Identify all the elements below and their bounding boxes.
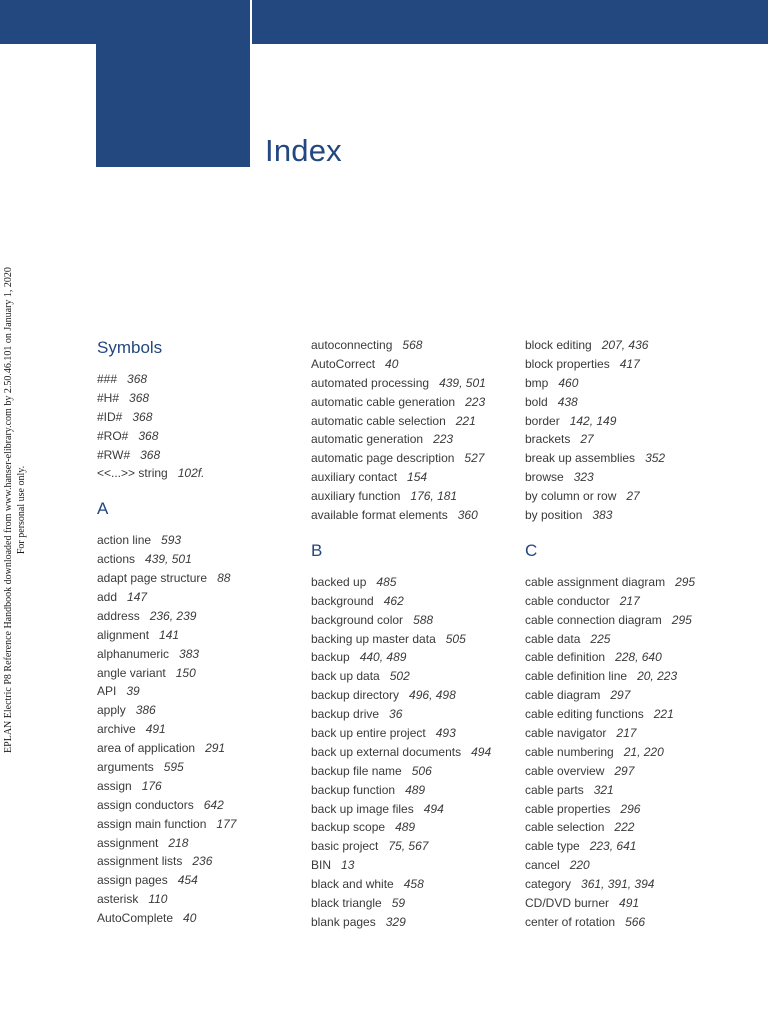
index-term: archive: [97, 722, 136, 737]
index-entry: [311, 336, 516, 355]
index-term: cable diagram: [525, 688, 601, 703]
page-reference: 329: [385, 914, 406, 929]
section-spacer: [97, 483, 302, 497]
index-term: cable definition line: [525, 669, 628, 684]
index-entry: [311, 573, 516, 592]
page-reference: 489: [405, 782, 426, 797]
index-column-3: [525, 336, 730, 932]
index-entry: [311, 724, 516, 743]
index-term: automatic cable generation: [311, 394, 456, 409]
index-entry: [525, 667, 730, 686]
index-term: cancel: [525, 858, 560, 873]
index-entry: [97, 569, 302, 588]
index-term: apply: [97, 703, 126, 718]
page-reference: 491: [145, 722, 166, 737]
index-term: border: [525, 413, 560, 428]
index-entry: [97, 664, 302, 683]
index-entry: [525, 630, 730, 649]
index-entry: [525, 743, 730, 762]
index-term: bold: [525, 394, 548, 409]
index-entry: [311, 506, 516, 525]
page-reference: 368: [129, 390, 150, 405]
index-term: automatic generation: [311, 432, 424, 447]
page-reference: 386: [135, 703, 156, 718]
index-entry: [525, 430, 730, 449]
index-entry: [97, 682, 302, 701]
index-term: background color: [311, 612, 404, 627]
index-entry: [311, 449, 516, 468]
page-reference: 494: [471, 744, 492, 759]
section-heading: C: [525, 540, 538, 560]
index-entry: [525, 449, 730, 468]
page-reference: 368: [140, 447, 161, 462]
index-section: [525, 525, 730, 932]
index-term: alphanumeric: [97, 646, 170, 661]
index-term: #RW#: [97, 447, 131, 462]
page-reference: 368: [132, 409, 153, 424]
index-entry: [311, 374, 516, 393]
page-reference: 291: [205, 741, 226, 756]
page-reference: 491: [619, 896, 640, 911]
index-term: cable type: [525, 839, 580, 854]
index-entry: [311, 686, 516, 705]
index-entry: [525, 412, 730, 431]
page-reference: 236, 239: [149, 608, 197, 623]
index-term: backup: [311, 650, 350, 665]
index-entry: [97, 531, 302, 550]
index-term: cable assignment diagram: [525, 574, 666, 589]
page-reference: 147: [127, 590, 148, 605]
page-reference: 458: [403, 877, 424, 892]
index-entry: [311, 800, 516, 819]
index-entry: [525, 355, 730, 374]
page-reference: 141: [159, 627, 180, 642]
page-reference: 39: [126, 684, 140, 699]
index-term: black triangle: [311, 896, 382, 911]
index-term: block properties: [525, 356, 610, 371]
index-term: assign conductors: [97, 797, 194, 812]
index-term: ###: [97, 372, 118, 386]
index-entry: [311, 393, 516, 412]
page-reference: 439, 501: [439, 375, 486, 390]
page-reference: 460: [558, 375, 579, 390]
section-heading: A: [97, 499, 109, 519]
page-reference: 221: [653, 707, 674, 722]
index-term: available format elements: [311, 508, 448, 523]
page-reference: 40: [385, 356, 399, 371]
index-entry: [525, 875, 730, 894]
index-term: CD/DVD burner: [525, 896, 610, 911]
page-reference: 176, 181: [410, 489, 458, 504]
page-reference: 102f.: [177, 466, 205, 481]
index-term: cable properties: [525, 801, 611, 816]
index-term: #ID#: [97, 409, 123, 424]
index-term: cable navigator: [525, 726, 607, 741]
index-entry: [525, 592, 730, 611]
index-term: auxiliary function: [311, 489, 401, 504]
index-term: API: [97, 684, 117, 699]
index-term: cable connection diagram: [525, 612, 662, 627]
index-entry: [525, 686, 730, 705]
index-entry: [97, 464, 302, 483]
page-reference: 110: [148, 892, 168, 907]
page-reference: 177: [216, 816, 237, 831]
index-entry: [97, 446, 302, 465]
page-reference: 368: [127, 372, 148, 386]
index-term: back up entire project: [311, 726, 426, 741]
index-entry: [311, 818, 516, 837]
index-term: browse: [525, 470, 564, 485]
page-reference: 150: [175, 665, 196, 680]
section-heading: B: [311, 540, 323, 560]
page-reference: 485: [376, 574, 397, 589]
index-column-2: [311, 336, 516, 932]
page-reference: 295: [671, 612, 692, 627]
index-term: by position: [525, 508, 583, 523]
page-reference: 440, 489: [359, 650, 407, 665]
page-reference: 176: [141, 778, 162, 793]
index-term: back up external documents: [311, 744, 462, 759]
index-entry: [311, 875, 516, 894]
index-entry: [525, 913, 730, 932]
index-entry: [311, 743, 516, 762]
index-term: autoconnecting: [311, 338, 393, 352]
index-term: angle variant: [97, 665, 166, 680]
index-entry: [311, 781, 516, 800]
page-reference: 438: [557, 394, 578, 409]
page-reference: 593: [161, 533, 182, 548]
page-reference: 220: [569, 858, 590, 873]
index-entry: [311, 630, 516, 649]
index-entry: [311, 762, 516, 781]
page-reference: 154: [407, 470, 428, 485]
chapter-color-block: [96, 0, 250, 167]
index-entry: [311, 837, 516, 856]
page-reference: 223: [465, 394, 486, 409]
index-entry: [525, 336, 730, 355]
index-term: bmp: [525, 375, 549, 390]
index-section: [97, 483, 302, 928]
page-reference: 496, 498: [409, 688, 456, 703]
page-reference: 75, 567: [388, 839, 429, 854]
index-entry: [525, 762, 730, 781]
index-entry: [97, 815, 302, 834]
page-reference: 217: [619, 593, 640, 608]
page-reference: 223, 641: [589, 839, 637, 854]
index-term: backup file name: [311, 763, 402, 778]
index-term: assign pages: [97, 873, 168, 888]
index-entry: [311, 856, 516, 875]
index-term: category: [525, 877, 572, 892]
index-entry: [311, 667, 516, 686]
header-divider: [250, 0, 252, 44]
index-term: automatic page description: [311, 451, 455, 466]
index-entry: [97, 777, 302, 796]
index-term: cable numbering: [525, 744, 614, 759]
page-reference: 527: [464, 451, 485, 466]
page-reference: 218: [168, 835, 189, 850]
index-term: arguments: [97, 760, 154, 775]
index-entry: [97, 796, 302, 815]
index-term: block editing: [525, 338, 592, 352]
index-entry: [525, 837, 730, 856]
index-term: cable definition: [525, 650, 606, 665]
index-entry: [311, 913, 516, 932]
page-reference: 296: [620, 801, 641, 816]
page-reference: 27: [580, 432, 594, 447]
index-entry: [97, 871, 302, 890]
index-entry: [311, 487, 516, 506]
page-reference: 642: [203, 797, 224, 812]
index-term: cable conductor: [525, 593, 610, 608]
index-entry: [97, 720, 302, 739]
index-section: [525, 336, 730, 525]
page-reference: 502: [389, 669, 410, 684]
download-watermark: [2, 240, 36, 780]
index-entry: [97, 701, 302, 720]
page-reference: 221: [455, 413, 476, 428]
page-reference: 36: [389, 707, 403, 722]
section-spacer: [525, 525, 730, 539]
index-entry: [525, 487, 730, 506]
page-reference: 323: [573, 470, 594, 485]
index-term: assignment: [97, 835, 159, 850]
index-term: cable editing functions: [525, 707, 644, 722]
watermark-line-1: EPLAN Electric P8 Reference Handbook downloaded from www.hanser-elibrary.com by 2.50.46.101 on January 1, 2020: [3, 267, 14, 753]
index-entry: [311, 430, 516, 449]
index-term: assignment lists: [97, 854, 183, 869]
index-entry: [525, 818, 730, 837]
page-reference: 321: [593, 782, 614, 797]
index-entry: [97, 645, 302, 664]
page-reference: 228, 640: [615, 650, 662, 665]
index-term: basic project: [311, 839, 379, 854]
index-term: action line: [97, 533, 152, 548]
index-entry: [311, 412, 516, 431]
index-term: add: [97, 590, 118, 605]
page-reference: 88: [217, 571, 231, 586]
index-term: cable data: [525, 631, 581, 646]
index-entry: [97, 588, 302, 607]
index-section: [311, 525, 516, 932]
index-term: cable parts: [525, 782, 584, 797]
index-term: by column or row: [525, 489, 617, 504]
index-term: <<...>> string: [97, 466, 168, 481]
index-term: brackets: [525, 432, 571, 447]
index-entry: [97, 909, 302, 928]
page-reference: 462: [383, 593, 404, 608]
section-heading: Symbols: [97, 338, 163, 357]
page-reference: 225: [590, 631, 611, 646]
page-reference: 368: [138, 428, 159, 443]
page-reference: 417: [619, 356, 640, 371]
page-reference: 595: [163, 760, 184, 775]
index-term: alignment: [97, 627, 150, 642]
index-term: blank pages: [311, 914, 376, 929]
page-reference: 566: [625, 914, 646, 929]
index-entry: [525, 800, 730, 819]
page-reference: 352: [645, 451, 666, 466]
index-term: backing up master data: [311, 631, 436, 646]
index-term: cable overview: [525, 763, 605, 778]
index-term: backup scope: [311, 820, 386, 835]
page-reference: 40: [183, 911, 197, 926]
index-entry: [311, 611, 516, 630]
index-entry: [97, 626, 302, 645]
index-entry: [525, 648, 730, 667]
index-entry: [97, 607, 302, 626]
index-entry: [525, 611, 730, 630]
index-entry: [311, 705, 516, 724]
index-column-1: [97, 336, 302, 928]
index-term: address: [97, 608, 140, 623]
watermark-line-2: For personal use only.: [16, 465, 27, 555]
page-reference: 223: [433, 432, 454, 447]
index-term: backup function: [311, 782, 396, 797]
page-reference: 439, 501: [145, 552, 192, 567]
index-entry: [97, 370, 302, 389]
page-reference: 383: [179, 646, 200, 661]
index-term: automatic cable selection: [311, 413, 446, 428]
page-reference: 236: [192, 854, 213, 869]
page-reference: 27: [626, 489, 640, 504]
page-reference: 207, 436: [601, 338, 649, 352]
index-entry: [97, 427, 302, 446]
index-entry: [311, 592, 516, 611]
index-entry: [525, 894, 730, 913]
page-reference: 295: [675, 574, 696, 589]
index-term: backup drive: [311, 707, 380, 722]
page-reference: 20, 223: [637, 669, 678, 684]
page-reference: 297: [614, 763, 635, 778]
index-entry: [97, 758, 302, 777]
index-term: assign: [97, 778, 132, 793]
page-title: Index: [265, 132, 342, 168]
index-term: asterisk: [97, 892, 139, 907]
index-term: #H#: [97, 390, 120, 405]
index-term: BIN: [311, 858, 332, 873]
index-entry: [97, 852, 302, 871]
index-entry: [311, 468, 516, 487]
page-reference: 493: [435, 726, 456, 741]
page-reference: 59: [391, 896, 406, 911]
index-term: assign main function: [97, 816, 207, 831]
page-reference: 142, 149: [569, 413, 617, 428]
index-entry: [311, 648, 516, 667]
index-entry: [525, 393, 730, 412]
index-entry: [97, 739, 302, 758]
index-term: #RO#: [97, 428, 129, 443]
page-reference: 360: [457, 508, 478, 523]
page-reference: 383: [592, 508, 613, 523]
index-section: [97, 336, 302, 483]
index-term: automated processing: [311, 375, 430, 390]
index-entry: [97, 890, 302, 909]
index-entry: [525, 856, 730, 875]
page-reference: 588: [413, 612, 434, 627]
index-term: area of application: [97, 741, 196, 756]
page-reference: 21, 220: [623, 744, 664, 759]
page-reference: 489: [395, 820, 416, 835]
index-entry: [525, 724, 730, 743]
index-entry: [97, 550, 302, 569]
index-term: black and white: [311, 877, 394, 892]
page-reference: 222: [614, 820, 635, 835]
index-entry: [97, 389, 302, 408]
index-entry: [525, 468, 730, 487]
index-entry: [525, 374, 730, 393]
page-reference: 361, 391, 394: [581, 877, 655, 892]
page-reference: 494: [423, 801, 444, 816]
index-term: adapt page structure: [97, 571, 208, 586]
index-term: back up image files: [311, 801, 414, 816]
index-term: background: [311, 593, 374, 608]
index-term: backed up: [311, 574, 367, 589]
index-entry: [311, 355, 516, 374]
page-reference: 505: [445, 631, 466, 646]
page-reference: 454: [177, 873, 198, 888]
section-spacer: [311, 525, 516, 539]
index-term: AutoCorrect: [311, 356, 376, 371]
index-term: cable selection: [525, 820, 605, 835]
index-entry: [525, 573, 730, 592]
page-reference: 506: [411, 763, 432, 778]
index-entry: [525, 705, 730, 724]
index-entry: [525, 781, 730, 800]
index-section: [311, 336, 516, 525]
index-entry: [97, 834, 302, 853]
index-entry: [97, 408, 302, 427]
index-entry: [525, 506, 730, 525]
page-reference: 217: [616, 726, 637, 741]
index-term: center of rotation: [525, 914, 616, 929]
index-term: break up assemblies: [525, 451, 636, 466]
index-term: back up data: [311, 669, 380, 684]
index-term: backup directory: [311, 688, 400, 703]
index-entry: [311, 894, 516, 913]
page-reference: 568: [402, 338, 423, 352]
page-reference: 297: [610, 688, 631, 703]
index-term: actions: [97, 552, 136, 567]
index-term: auxiliary contact: [311, 470, 398, 485]
page-reference: 13: [341, 858, 355, 873]
index-term: AutoComplete: [97, 911, 174, 926]
